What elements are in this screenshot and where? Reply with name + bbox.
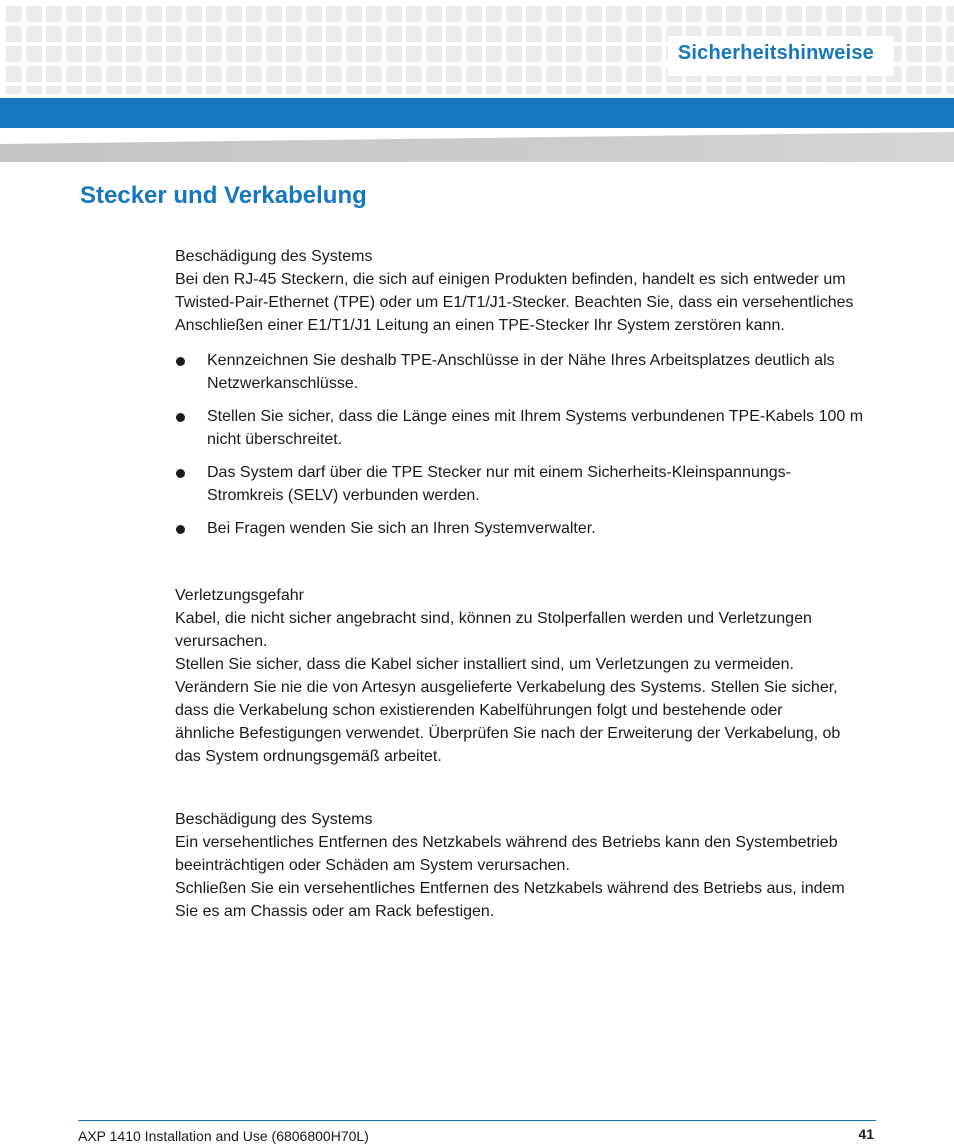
bullet-line: Bei Fragen wenden Sie sich an Ihren Systemverwalter.	[207, 520, 596, 537]
notice-heading: Beschädigung des Systems	[175, 248, 373, 265]
spacer	[175, 768, 875, 808]
notice-line: verursachen.	[175, 633, 268, 650]
header-blue-bar	[0, 98, 954, 128]
bullet-line: Netzwerkanschlüsse.	[207, 375, 359, 392]
notice-line: Sie es am Chassis oder am Rack befestigen.	[175, 903, 495, 920]
bullet-line: nicht überschreitet.	[207, 431, 343, 448]
page-content	[175, 245, 875, 923]
bullet-line: Stromkreis (SELV) verbunden werden.	[207, 487, 480, 504]
footer-document-title: AXP 1410 Installation and Use (6806800H70L)	[78, 1128, 369, 1144]
section-title: Stecker und Verkabelung	[80, 182, 367, 209]
notice-line: Bei den RJ-45 Steckern, die sich auf einigen Produkten befinden, handelt es sich entweder um	[175, 271, 846, 288]
notice-line: Kabel, die nicht sicher angebracht sind, können zu Stolperfallen werden und Verletzungen	[175, 610, 812, 627]
bullet-line: Das System darf über die TPE Stecker nur mit einem Sicherheits-Kleinspannungs-	[207, 464, 791, 481]
notice-line: Anschließen einer E1/T1/J1 Leitung an einen TPE-Stecker Ihr System zerstören kann.	[175, 317, 785, 334]
bullet-dot-icon	[176, 469, 185, 478]
notice-heading: Beschädigung des Systems	[175, 811, 373, 828]
notice-line: ähnliche Befestigungen verwendet. Überprüfen Sie nach der Erweiterung der Verkabelung, ob	[175, 725, 841, 742]
footer-rule	[78, 1120, 876, 1121]
notice-heading: Verletzungsgefahr	[175, 587, 304, 604]
notice-line: dass die Verkabelung schon existierenden Kabelführungen folgt und bestehende oder	[175, 702, 783, 719]
bullet-list	[175, 349, 875, 540]
page-number: 41	[858, 1126, 874, 1142]
bullet-item	[175, 517, 875, 540]
spacer	[175, 550, 875, 584]
bullet-dot-icon	[176, 525, 185, 534]
bullet-item	[175, 405, 875, 451]
notice-line: Ein versehentliches Entfernen des Netzkabels während des Betriebs kann den Systembetrieb	[175, 834, 838, 851]
bullet-item	[175, 349, 875, 395]
notice-line: Verändern Sie nie die von Artesyn ausgelieferte Verkabelung des Systems. Stellen Sie sicher,	[175, 679, 838, 696]
bullet-dot-icon	[176, 357, 185, 366]
notice-line: Schließen Sie ein versehentliches Entfernen des Netzkabels während des Betriebs aus, indem	[175, 880, 845, 897]
notice-system-damage-2	[175, 808, 875, 923]
chapter-title: Sicherheitshinweise	[677, 42, 874, 64]
bullet-item	[175, 461, 875, 507]
bullet-dot-icon	[176, 413, 185, 422]
notice-injury-hazard	[175, 584, 875, 768]
header-grey-wedge	[0, 132, 954, 162]
notice-line: das System ordnungsgemäß arbeitet.	[175, 748, 442, 765]
bullet-line: Stellen Sie sicher, dass die Länge eines mit Ihrem Systems verbundenen TPE-Kabels 100 m	[207, 408, 864, 425]
bullet-line: Kennzeichnen Sie deshalb TPE-Anschlüsse in der Nähe Ihres Arbeitsplatzes deutlich als	[207, 352, 835, 369]
notice-system-damage-1	[175, 245, 875, 540]
notice-line: Twisted-Pair-Ethernet (TPE) oder um E1/T1/J1-Stecker. Beachten Sie, dass ein versehentliches	[175, 294, 854, 311]
notice-line: Stellen Sie sicher, dass die Kabel sicher installiert sind, um Verletzungen zu vermeiden.	[175, 656, 794, 673]
notice-line: beeinträchtigen oder Schäden am System verursachen.	[175, 857, 570, 874]
